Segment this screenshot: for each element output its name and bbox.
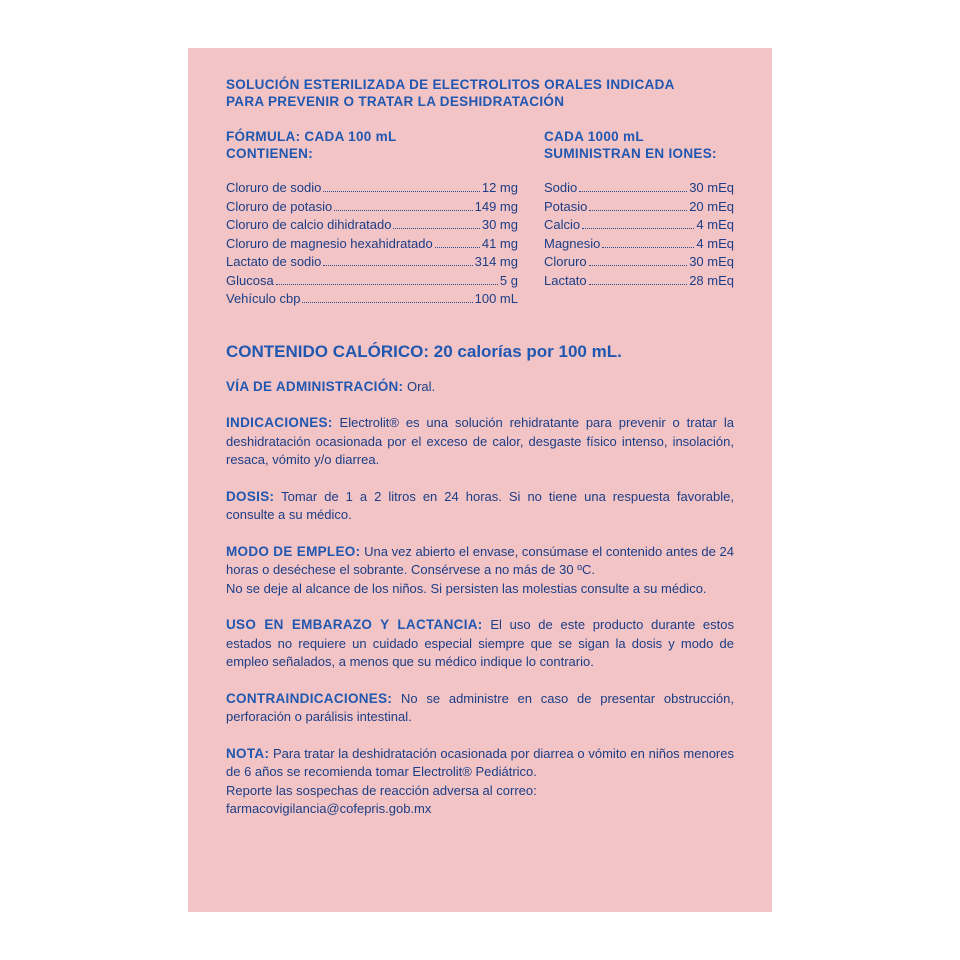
title-line: SOLUCIÓN ESTERILIZADA DE ELECTROLITOS ORALES INDICADA — [226, 77, 675, 92]
title-line: PARA PREVENIR O TRATAR LA DESHIDRATACIÓN — [226, 94, 565, 109]
section-text: Electrolit® es una solución rehidratante para prevenir o tratar la deshidratación ocasionada por el exceso de calor, desgaste físico intenso, insolación, resaca, vómito y/o diarrea. — [226, 415, 734, 467]
formula-column — [226, 128, 518, 309]
caloric-value: 20 calorías por 100 mL. — [433, 341, 622, 361]
caloric-label: CONTENIDO CALÓRICO: — [226, 341, 430, 361]
formula-row: Lactato de sodio 314 mg — [226, 254, 518, 269]
section-text: Una vez abierto el envase, consúmase el contenido antes de 24 horas o deséchese el sobrante. Consérvese a no más de 30 ºC. — [226, 543, 734, 577]
composition-section — [226, 128, 734, 309]
section-dosage — [226, 488, 734, 525]
ions-list — [544, 179, 734, 290]
ion-row: Sodio 30 mEq — [544, 180, 734, 195]
dot-leader — [302, 302, 472, 303]
formula-row: Cloruro de calcio dihidratado 30 mg — [226, 217, 518, 232]
dot-leader — [323, 265, 472, 266]
section-contraindications — [226, 690, 734, 727]
ion-row: Calcio 4 mEq — [544, 217, 734, 232]
section-indications — [226, 414, 734, 470]
dot-leader — [589, 265, 688, 266]
section-text: No se administre en caso de presentar obstrucción, perforación o parálisis intestinal. — [226, 690, 734, 724]
formula-list — [226, 179, 518, 309]
dot-leader — [582, 228, 694, 229]
section-label: VÍA DE ADMINISTRACIÓN: — [226, 378, 404, 394]
ions-column — [544, 128, 734, 309]
formula-row: Glucosa 5 g — [226, 272, 518, 288]
section-text: Oral. — [406, 378, 436, 394]
section-text: Tomar de 1 a 2 litros en 24 horas. Si no tiene una respuesta favorable, consulte a su médico. — [226, 488, 734, 522]
dot-leader — [435, 247, 480, 248]
section-usage-mode — [226, 543, 734, 599]
section-pregnancy — [226, 616, 734, 672]
dot-leader — [602, 247, 694, 248]
section-text-continued: Reporte las sospechas de reacción adversa al correo: — [226, 782, 537, 798]
caloric-content — [226, 342, 734, 362]
formula-heading: FÓRMULA: CADA 100 mL CONTIENEN: — [226, 129, 397, 161]
section-administration-route — [226, 378, 734, 397]
formula-row: Vehículo cbp 100 mL — [226, 291, 518, 306]
dot-leader — [276, 284, 498, 285]
dot-leader — [589, 210, 687, 211]
formula-row: Cloruro de sodio 12 mg — [226, 180, 518, 195]
ion-row: Lactato 28 mEq — [544, 272, 734, 288]
dot-leader — [334, 210, 472, 211]
dot-leader — [393, 228, 479, 229]
section-label: DOSIS: — [226, 488, 275, 504]
section-text: El uso de este producto durante estos estados no requiere un cuidado especial siempre que se sigan la dosis y modo de empleo señalados, a menos que su médico indique lo contrario. — [226, 617, 734, 669]
section-label: NOTA: — [226, 745, 270, 761]
section-note — [226, 745, 734, 819]
dot-leader — [323, 191, 479, 192]
ion-row: Potasio 20 mEq — [544, 198, 734, 214]
ions-heading: CADA 1000 mL SUMINISTRAN EN IONES: — [544, 129, 717, 161]
formula-row: Cloruro de potasio 149 mg — [226, 198, 518, 214]
section-label: CONTRAINDICACIONES: — [226, 690, 393, 706]
product-label-panel — [188, 48, 772, 912]
section-text: Para tratar la deshidratación ocasionada por diarrea o vómito en niños menores de 6 años se recomienda tomar Electrolit® Pediátrico. — [226, 745, 734, 779]
section-text-continued: No se deje al alcance de los niños. Si persisten las molestias consulte a su médico. — [226, 580, 707, 596]
formula-row: Cloruro de magnesio hexahidratado 41 mg — [226, 235, 518, 251]
section-label: MODO DE EMPLEO: — [226, 543, 361, 559]
ion-row: Cloruro 30 mEq — [544, 254, 734, 269]
section-label: USO EN EMBARAZO Y LACTANCIA: — [226, 617, 483, 632]
label-title — [226, 76, 734, 110]
dot-leader — [579, 191, 687, 192]
dot-leader — [589, 284, 688, 285]
section-label: INDICACIONES: — [226, 415, 333, 430]
report-email: farmacovigilancia@cofepris.gob.mx — [226, 801, 432, 816]
ion-row: Magnesio 4 mEq — [544, 235, 734, 251]
